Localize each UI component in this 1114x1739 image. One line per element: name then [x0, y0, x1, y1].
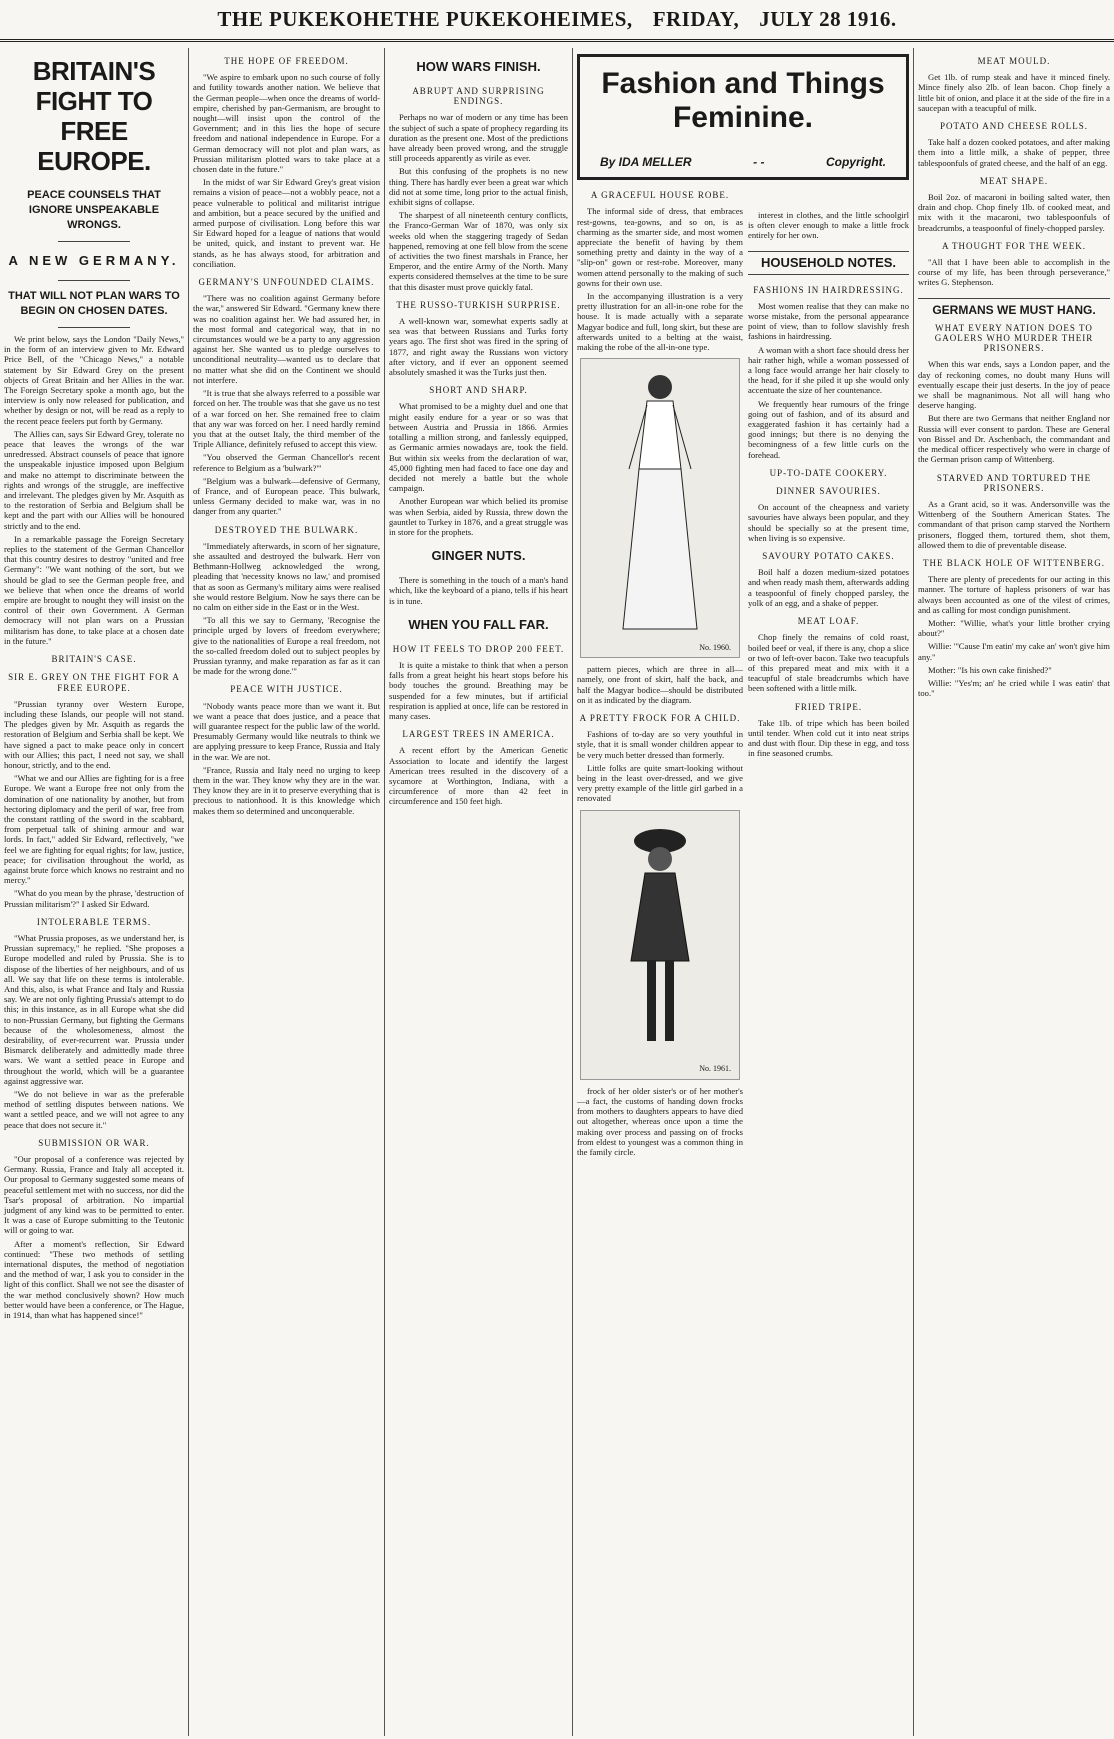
paragraph: There are plenty of precedents for our acting in this manner. The torture of hapless prisoners of war has always been accounted as one of the vilest of crimes, and as calling for most condign punishment. [918, 574, 1110, 615]
paragraph: As a Grant acid, so it was. Andersonville was the Wittenberg of the Southern American States. The commandant of that prison camp starved the Northern prisoners, flogged them, tortured them, shot them, allowed them to die of preventable disease. [918, 498, 1110, 550]
paragraph: "There was no coalition against Germany before the war," answered Sir Edward. "Germany knew there was no coalition against her. We had assured her, in the most formal and categorical way, that in no circumstances would we be a party to any aggression against her. She wanted us to pledge ourselves to unconditional neutrality—wanted us to declare that no matter what she did on the Continent we should not interfere. [193, 293, 380, 385]
subhead-intolerable-terms: INTOLERABLE TERMS. [36, 916, 152, 927]
paragraph: frock of her older sister's or of her mother's—a fact, the customs of handing down frocks from mothers to daughters appears to have died out altogether, whereas once upon a time the making over process and passing on of frocks from eldest to youngest was a common thing in the family circle. [577, 1085, 743, 1157]
paragraph: Take half a dozen cooked potatoes, and after making them into a little milk, a shake of pepper, three tablespoonfuls of grated cheese, and the half of an egg. [918, 137, 1110, 168]
column-rule [188, 48, 189, 1736]
paragraph: The informal side of dress, that embraces rest-gowns, tea-gowns, and so on, is as charming as the smarter side, and most women appreciate the benefit of having by them something pretty and dainty in the way of a "slip-on" gown or rest-robe. Moreover, many women attend personally to the making of such gowns for their own use. [577, 206, 743, 288]
column-rule [384, 48, 385, 1736]
household-notes [748, 210, 909, 1736]
fashion-title-box [577, 54, 909, 180]
subhead-black-hole: THE BLACK HOLE OF WITTENBERG. [922, 557, 1106, 568]
separator [58, 241, 130, 242]
separator [58, 280, 130, 281]
headline-ginger-nuts: GINGER NUTS. [431, 548, 526, 564]
paragraph: pattern pieces, which are three in all—namely, one front of skirt, half the back, and half the Magyar bodice—should be distributed on it as indicated by the diagram. [577, 664, 743, 705]
headline-when-you-fall: WHEN YOU FALL FAR. [408, 616, 549, 632]
paragraph: The sharpest of all nineteenth century conflicts, the Franco-German War of 1870, was only six weeks old when the staggering tragedy of Sedan happened, removing at one fell blow from the scene of activities the two finest marshals in France, her Emperor, and the entire Army of the North. Many experts considered themselves at the time to be sure that this disaster must prove quickly fatal. [389, 210, 568, 292]
paragraph: "We aspire to embark upon no such course of folly and futility towards another nation. We believe that the German people—when once the dreams of world-empire, cherished by pan-Germanism, are brought to nought—will insist upon the control of the Government; and in this lies the hope of secure freedom and national independence in Europe. For a German democracy will not plot and plan wars, as Prussian militarism plotted wars to take place at a chosen date in the future." [193, 72, 380, 175]
paragraph: When this war ends, says a London paper, and the day of reckoning comes, no doubt many Huns will eventually escape their just deserts. In the joy of peace we shall be magnanimous. Not all will hang who deserve hanging. [918, 359, 1110, 411]
girl-frock-icon [585, 811, 735, 1071]
subhead-hope-of-freedom: THE HOPE OF FREEDOM. [224, 56, 349, 66]
paragraph: We print below, says the London "Daily News," in the form of an interview given to Mr. Edward Price Bell, of the "Chicago News," a notable statement by Sir Edward Grey on the present objects of Great Britain and her Allies in the war. The Foreign Secretary spoke a month ago, but the interview is only now released for publication, and whether by design or not, will be read as a reply to the recent peace feelers put forth by Germany. [4, 334, 184, 426]
subhead-gaolers-murder: WHAT EVERY NATION DOES TO GAOLERS WHO MURDER THEIR PRISONERS. [934, 322, 1094, 354]
paragraph: Willie: "Yes'm; an' he cried while I was eatin' that too." [918, 677, 1110, 699]
subhead-cookery: UP-TO-DATE COOKERY. [769, 467, 888, 478]
masthead [0, 0, 1114, 42]
paragraph: interest in clothes, and the little schoolgirl is often clever enough to make a little frock entirely for her own. [748, 210, 909, 241]
figure-number: No. 1960. [699, 643, 731, 653]
subhead-child-frock: A PRETTY FROCK FOR A CHILD. [579, 713, 741, 724]
subhead-meat-mould: MEAT MOULD. [977, 56, 1051, 66]
subhead-fried-tripe: FRIED TRIPE. [794, 701, 863, 712]
figure-number: No. 1961. [699, 1064, 731, 1074]
paragraph: "What do you mean by the phrase, 'destruction of Prussian militarism'?" I asked Sir Edward. [4, 888, 184, 909]
deck-new-germany: A NEW GERMANY. [8, 253, 180, 268]
subhead-house-robe: A GRACEFUL HOUSE ROBE. [590, 190, 730, 201]
paragraph: On account of the cheapness and variety savouries have always been popular, and they should be specially so at the present time, when living is so expensive. [748, 502, 909, 543]
recipes-and-germans-we-must-hang [918, 48, 1110, 1736]
article-britains-fight [4, 48, 184, 1736]
paragraph: "You observed the German Chancellor's recent reference to Belgium as a 'bulwark?'" [193, 452, 380, 473]
subhead-potato-cheese-rolls: POTATO AND CHEESE ROLLS. [939, 121, 1089, 132]
paragraph: "It is true that she always referred to a possible war forced on her. The trouble was that she gave us no test of a war forced on her. She remained free to claim that any war was forced on her. I need hardly remind you that at the outset Italy, the third member of the Triple Alliance, definitely refused to accept this view. [193, 388, 380, 450]
article-britains-fight-continued [193, 48, 380, 1736]
paragraph: Little folks are quite smart-looking without being in the least over-dressed, and we give very pretty example of the little girl garbed in a renovated [577, 762, 743, 804]
paragraph: "To all this we say to Germany, 'Recognise the principle urged by lovers of freedom everywhere; give to the nationalities of Europe a real freedom, not the so-called freedom doled out to subject peoples by Prussian tyranny, and make reparation as far as it can be made for the wrong done.'" [193, 615, 380, 677]
paper-title: THE PUKEKOHETHE PUKEKOHEIMES, [217, 7, 633, 31]
subhead-grey-free-europe: SIR E. GREY ON THE FIGHT FOR A FREE EUROPE. [8, 672, 180, 693]
paragraph: "Prussian tyranny over Western Europe, including these Islands, our people will not stand. The pledges given by Mr. Asquith as regards the restoration of Belgium and Serbia shall be kept. We have signed a pact to make peace only in concert with our Allies; this pact, I need not say, we shall honour, strictly, and to the end. [4, 698, 184, 770]
subhead-abrupt-endings: ABRUPT AND SURPRISING ENDINGS. [412, 86, 545, 107]
paragraph: "What Prussia proposes, as we understand her, is Prussian supremacy," he replied. "She proposes a Europe modelled and ruled by Prussia. She is to dispose of the liberties of her neighbours, and of us all. We say that life on these terms is intolerable. And this, also, is what France and Italy and Russia say. We are not only fighting Prussia's attempt to do this; in this instance, as in all Europe what she did to non-Prussian Germany, but fighting the Germans because of the wholesomeness, almost the desirability, of ever-recurrent war. Prussia under Bismarck deliberately and admittedly made three wars. We want a settled peace in Europe and throughout the world, which will be a guarantee against aggressive war. [4, 932, 184, 1086]
paragraph: Mother: "Is his own cake finished?" [928, 664, 1052, 675]
paragraph: "Belgium was a bulwark—defensive of Germany, of France, and of European peace. This bulwark, unless Germany decided to make war, was in no danger from any quarter." [193, 475, 380, 517]
headline-household-notes: HOUSEHOLD NOTES. [748, 251, 909, 275]
paragraph: "Immediately afterwards, in scorn of her signature, she assaulted and destroyed the bulwark. Herr von Bethmann-Hollweg acknowledged the wrong, pleading that 'necessity knows no law,' and promised that as soon as Germany's military aims were realised she would restore Belgium. Now he says there can be no calm on either side in the East or in the West. [193, 540, 380, 612]
paragraph: Perhaps no war of modern or any time has been the subject of such a spate of prophecy regarding its duration as the present one. Most of the predictions have already been proved wrong, and the struggle still proceeds apparently as virile as ever. [389, 112, 568, 164]
paragraph: A recent effort by the American Genetic Association to locate and identify the largest American trees resulted in the discovery of a sycamore at Worthington, Indiana, with a circumference of more than 42 feet in circumference and 150 feet high. [389, 745, 568, 807]
subhead-thought-for-week: A THOUGHT FOR THE WEEK. [941, 240, 1087, 251]
paragraph: We frequently hear rumours of the fringe going out of fashion, and of its absurd and exaggerated fashion it has certainly had a good innings; but there is no denying the becomingness of a few little curls on the forehead. [748, 398, 909, 460]
issue-day: FRIDAY, [652, 7, 740, 31]
byline-dashes: - - [753, 155, 765, 169]
subhead-largest-trees: LARGEST TREES IN AMERICA. [402, 729, 555, 740]
paragraph: In the midst of war Sir Edward Grey's great vision remains a vision of peace—not a wobbly peace, not a peace vulnerable to political and militarist intrigue and ambition, but a peace secured by the unified and armed purpose of civilisation. Long before this war Sir Edward hoped for a league of nations that would be united, quick, and instant to prevent war. He stands, as he has always stood, for arbitration and conciliation. [193, 177, 380, 269]
deck-chosen-dates: THAT WILL NOT PLAN WARS TO BEGIN ON CHOSEN DATES. [8, 290, 180, 317]
woman-robe-icon [585, 359, 735, 649]
subhead-destroyed-bulwark: DESTROYED THE BULWARK. [214, 524, 359, 535]
column-rule [913, 48, 914, 1736]
paragraph: "What we and our Allies are fighting for is a free Europe. We want a Europe free not only from the domination of one nationality by another, but from hectoring diplomacy and the peril of war, free from the constant rattling of the sword in the scabbard, from perpetual talk of shining armour and war lords. In fact," added Sir Edward, reflectively, "we feel we are fighting for equal rights; for law, justice, peace; for civilisation throughout the world, as against brute force which knows no restraint and no mercy." [4, 773, 184, 886]
subhead-russo-turkish: THE RUSSO-TURKISH SURPRISE. [396, 299, 561, 310]
paragraph: There is something in the touch of a man's hand which, like the keyboard of a piano, tells if his heart is in tune. [389, 575, 568, 606]
paragraph: Mother: "Willie, what's your little brother crying about?" [918, 617, 1110, 639]
headline-germans-must-hang: GERMANS WE MUST HANG. [918, 298, 1110, 315]
byline-copyright: Copyright. [825, 155, 886, 169]
paragraph: "All that I have been able to accomplish in the course of my life, has been through perseverance," writes G. Stephenson. [918, 257, 1110, 288]
paragraph: But there are two Germans that neither England nor Russia will ever consent to pardon. These are General von Bissel and Dr. Aschenbach, the commandant and the medical officer respectively who were in charge of the German prison camp of Wittenberg. [918, 413, 1110, 465]
paragraph: "France, Russia and Italy need no urging to keep them in the war. They know why they are in the war. They know they are in it to preserve everything that is precious to nationhood. It is this knowledge which makes them so determined and unconquerable. [193, 764, 380, 816]
paragraph: "We do not believe in war as the preferable method of settling disputes between nations. We want a settled peace, and we will not agree to any peace that does not secure it." [4, 1089, 184, 1130]
byline-author: By IDA MELLER [600, 155, 692, 169]
subhead-submission-or-war: SUBMISSION OR WAR. [38, 1137, 150, 1148]
paragraph: Chop finely the remains of cold roast, boiled beef or veal, if there is any, chop a slice or two of left-over bacon. Take two teacupfuls of this prepared meat and mix with it a teacupful of stale breadcrumbs which have been softened with a little milk. [748, 632, 909, 694]
subhead-unfounded-claims: GERMANY'S UNFOUNDED CLAIMS. [198, 277, 375, 288]
paragraph: Another European war which belied its promise was when Serbia, aided by Russia, threw down the gauntlet to Turkey in 1876, and a great struggle was in store for the prophets. [389, 496, 568, 537]
paragraph: In the accompanying illustration is a very pretty illustration for an all-in-one robe for the house. It is made actually with a separate Magyar bodice and full, long skirt, but these are afterwards united to a belting at the waist, making the robe of the all-in-one type. [577, 291, 743, 353]
deck-peace-counsels: PEACE COUNSELS THAT IGNORE UNSPEAKABLE WRONGS. [27, 189, 161, 231]
subhead-meat-shape: MEAT SHAPE. [979, 175, 1049, 186]
subhead-potato-cakes: SAVOURY POTATO CAKES. [762, 551, 895, 562]
subhead-drop-200-feet: HOW IT FEELS TO DROP 200 FEET. [392, 643, 565, 654]
subhead-peace-with-justice: PEACE WITH JUSTICE. [230, 684, 343, 695]
paragraph: Fashions of to-day are so very youthful in style, that it is small wonder children appear to be very much better dressed than formerly. [577, 729, 743, 760]
headline-britains-fight: BRITAIN'S FIGHT TO FREE EUROPE. [32, 56, 156, 176]
fashion-illustration-robe [580, 358, 740, 658]
paragraph: "Our proposal of a conference was rejected by Germany. Russia, France and Italy all accepted it. Our proposal to Germany suggested some means of peaceful settlement met with no success, nor did the Tsar's proposal of arbitration. No impartial judgment of any kind was to be permitted to enter. It was a case of Europe submitting to the Teutonic will or going to war. [4, 1154, 184, 1236]
subhead-hairdressing: FASHIONS IN HAIRDRESSING. [753, 284, 904, 295]
fashion-byline [588, 157, 898, 167]
fashion-title: Fashion and Things Feminine. [601, 67, 885, 134]
article-how-wars-finish [389, 48, 568, 1736]
paragraph: But this confusing of the prophets is no new thing. There has hardly ever been a great war which did not at some time, long prior to the actual finish, exhibit signs of collapse. [389, 166, 568, 208]
paragraph: Willie: "'Cause I'm eatin' my cake an' won't give him any." [918, 641, 1110, 662]
paragraph: What promised to be a mighty duel and one that might easily endure for a year or so was that between Austria and Prussia in 1866. Armies totalling a million strong, and fanlessly equipped, as Germanic armies nowadays are, took the field. But within six weeks from the declaration of war, 45,000 fighting men had faced to face one day and decided not merely a battle but the whole campaign. [389, 401, 568, 494]
headline-how-wars-finish: HOW WARS FINISH. [416, 59, 541, 74]
paragraph: It is quite a mistake to think that when a person falls from a great height his heart stops before his body touches the ground. Breathing may be suspended for a few minutes, but if artificial respiration is applied at once, life can be restored in many cases. [389, 659, 568, 721]
subhead-meat-loaf: MEAT LOAF. [797, 616, 860, 627]
paragraph: A well-known war, somewhat experts sadly at sea was that between Russians and Turks forty years ago. The first shot was fired in the spring of 1877, and right away the Russians won victory after victory, and if ever an opponent seemed absolutely smashed it was the Turks just then. [389, 316, 568, 378]
subhead-dinner-savouries: DINNER SAVOURIES. [776, 486, 881, 497]
paragraph: Get 1lb. of rump steak and have it minced finely. Mince finely also 2lb. of lean bacon. Chop finely a little bit of onion, and place it at the side of the fire in a saucepan with a teacupful of milk. [918, 72, 1110, 113]
paragraph: Take 1lb. of tripe which has been boiled until tender. When cold cut it into neat strips and dust with flour. Dip these in egg, and toss in fine seasoned crumbs. [748, 717, 909, 759]
paragraph: "Nobody wants peace more than we want it. But we want a peace that does justice, and a peace that will guarantee respect for the public law of the world. Presumably Germany would like neutrals to think we are applying pressure to keep France, Russia and Italy in the war. We are not. [193, 700, 380, 762]
paragraph: The Allies can, says Sir Edward Grey, tolerate no peace that leaves the wrongs of the war unredressed. Abstract counsels of peace that ignore the unspeakable injustice imposed upon Belgium and make no attempt to discriminate between the rights and wrongs of the struggle, are ineffective and irrelevant. The pledges given by Mr. Asquith as to the restoration of Serbia and Belgium shall be kept and the part with our Allies will be honoured strictly and to the end. [4, 428, 184, 531]
paragraph: After a moment's reflection, Sir Edward continued: "These two methods of settling international disputes, the method of negotiation and the method of war, I ask you to consider in the light of this conflict. Shall we not see the disaster of the war method conclusively shown? How much better would have been a conference, or The Hague, in 1914, than what has happened since!" [4, 1238, 184, 1321]
paragraph: In a remarkable passage the Foreign Secretary replies to the statement of the German Chancellor that this country desires to destroy "united and free Germany": "We want nothing of the sort, but we should be glad to see the German people free, and we believe that when once the dreams of world empire are brought to nought they will insist on the control of their own Government. A German democracy will not plan wars on a Prussian militarism has done, to take place at a chosen date in the future." [4, 533, 184, 646]
paragraph: Most women realise that they can make no worse mistake, from the personal appearance point of view, than to follow slavishly fresh fashions in hairdressing. [748, 300, 909, 342]
subhead-short-and-sharp: SHORT AND SHARP. [429, 385, 528, 396]
issue-date: JULY 28 1916. [759, 7, 897, 31]
fashion-illustration-child [580, 810, 740, 1080]
separator [58, 327, 130, 328]
column-rule [572, 48, 573, 1736]
subhead-starved-tortured: STARVED AND TORTURED THE PRISONERS. [936, 472, 1092, 493]
paragraph: Boil 2oz. of macaroni in boiling salted water, then drain and chop. Chop finely 1lb. of cooked meat, and mix with it the macaroni, two tablespoonfuls of breadcrumbs, a teaspoonful of finely-chopped parsley. [918, 192, 1110, 233]
paragraph: A woman with a short face should dress her hair rather high, while a woman possessed of a long face would arrange her hair closely to the head, for if she piled it up she would only accentuate the size of her countenance. [748, 344, 909, 396]
subhead-britains-case: BRITAIN'S CASE. [51, 654, 137, 665]
paragraph: Boil half a dozen medium-sized potatoes and when ready mash them, afterwards adding a teaspoonful of finely chopped parsley, the yolk of an egg, and a shake of pepper. [748, 567, 909, 608]
